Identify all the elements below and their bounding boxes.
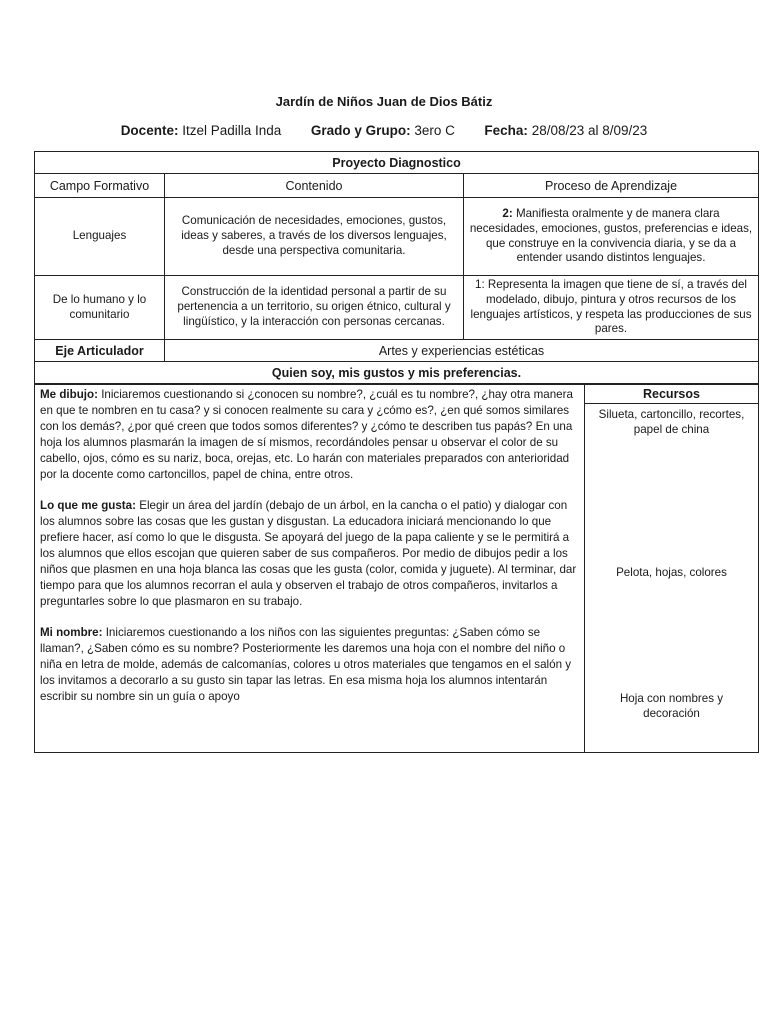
column-header-contenido: Contenido [165,174,464,198]
activity-me-dibujo [40,387,579,483]
header-meta [0,123,768,138]
activities-table [34,384,759,753]
activity-text: Elegir un área del jardín (debajo de un árbol, en la cancha o el patio) y dialogar con los alumnos sobre las cosas que les gustan y disgustan. La educadora iniciará mencionando lo que prefiere hacer, así como lo que le disgusta. Se apoyará del juego de la papa caliente y se le permitirá a los alumnos que ellos escojan que quieren saber de sus compañeros. Por medio de dibujos pedir a los niños que plasmen en una hoja blanca las cosas que les gusta (color, comida y juguete). Al terminar, dar tiempo para que los alumnos recorran el aula y observen el trabajo de otros compañeros, invitarlos a preguntarles sobre lo que plasmaron en su trabajo. [40,498,577,608]
activity-title: Mi nombre: [40,625,103,639]
eje-value: Artes y experiencias estéticas [165,340,759,362]
recurso-item: Hoja con nombres y decoración [619,692,724,721]
project-subtitle: Quien soy, mis gustos y mis preferencias. [35,362,759,384]
activities-cell [35,385,585,753]
contenido-cell: Construcción de la identidad personal a partir de su pertenencia a un territorio, su origen étnico, cultural y lingüístico, y la interacción con personas cercanas. [165,276,464,340]
activity-lo-que-me-gusta [40,498,579,610]
proceso-number: 1: [475,277,485,291]
recursos-title: Recursos [585,385,758,404]
proceso-cell [464,198,759,276]
fecha-label: Fecha: [484,123,528,138]
project-table [34,151,759,384]
fecha-value: 28/08/23 al 8/09/23 [531,123,648,138]
grado-label: Grado y Grupo: [310,123,411,138]
campo-cell: De lo humano y lo comunitario [35,276,165,340]
proceso-number: 2: [502,206,513,220]
table-row [35,276,759,340]
docente-label: Docente: [120,123,179,138]
contenido-cell: Comunicación de necesidades, emociones, gustos, ideas y saberes, a través de los diversos lenguajes, desde una perspectiva comunitaria. [165,198,464,276]
activity-text: Iniciaremos cuestionando a los niños con las siguientes preguntas: ¿Saben cómo se llaman?, ¿Saben cómo es su nombre? Posteriormente les daremos una hoja con el nombre del niño o niña en letra de molde, además de calcomanías, colores u otros materiales que tengamos en el salón y los invitamos a decorarlo a su gusto sin tapar las letras. En esa misma hoja los alumnos intentarán escribir su nombre sin un guía o apoyo [40,625,572,703]
recurso-item: Silueta, cartoncillo, recortes, papel de china [598,408,745,437]
grado-value: 3ero C [414,123,455,138]
column-header-proceso: Proceso de Aprendizaje [464,174,759,198]
proceso-text: Manifiesta oralmente y de manera clara necesidades, emociones, gustos, preferencias e ideas, que construye en la convivencia diaria, y se da a entender usando distintos lenguajes. [469,206,753,265]
activity-text: Iniciaremos cuestionando si ¿conocen su nombre?, ¿cuál es tu nombre?, ¿hay otra manera en que te nombren en tu casa? y si conocen realmente su cara y ¿cómo es?, ¿en qué somos similares con los demás?, ¿por qué creen que todos somos diferentes? y ¿cómo te describen tus papás? En una hoja los alumnos plasmarán la imagen de sí mismos, recordándoles pensar u observar el color de su cabello, ojos, cómo es su nariz, boca, orejas, etc. Lo harán con materiales preparados con anterioridad por la docente como cartoncillos, papel de china, entre otros. [40,388,573,481]
column-header-campo: Campo Formativo [35,174,165,198]
eje-label: Eje Articulador [35,340,165,362]
activity-title: Lo que me gusta: [40,498,136,512]
table-row [35,198,759,276]
activity-mi-nombre [40,625,579,705]
school-title: Jardín de Niños Juan de Dios Bátiz [275,94,493,109]
proceso-cell [464,276,759,340]
recurso-item: Pelota, hojas, colores [616,566,727,579]
recursos-cell [585,385,759,753]
proceso-text: Representa la imagen que tiene de sí, a través del modelado, dibujo, pintura y otros recursos de los lenguajes artísticos, y respeta las producciones de sus pares. [470,277,752,336]
docente-value: Itzel Padilla Inda [182,123,282,138]
activity-title: Me dibujo: [40,388,98,401]
campo-cell: Lenguajes [35,198,165,276]
project-title: Proyecto Diagnostico [35,152,759,174]
